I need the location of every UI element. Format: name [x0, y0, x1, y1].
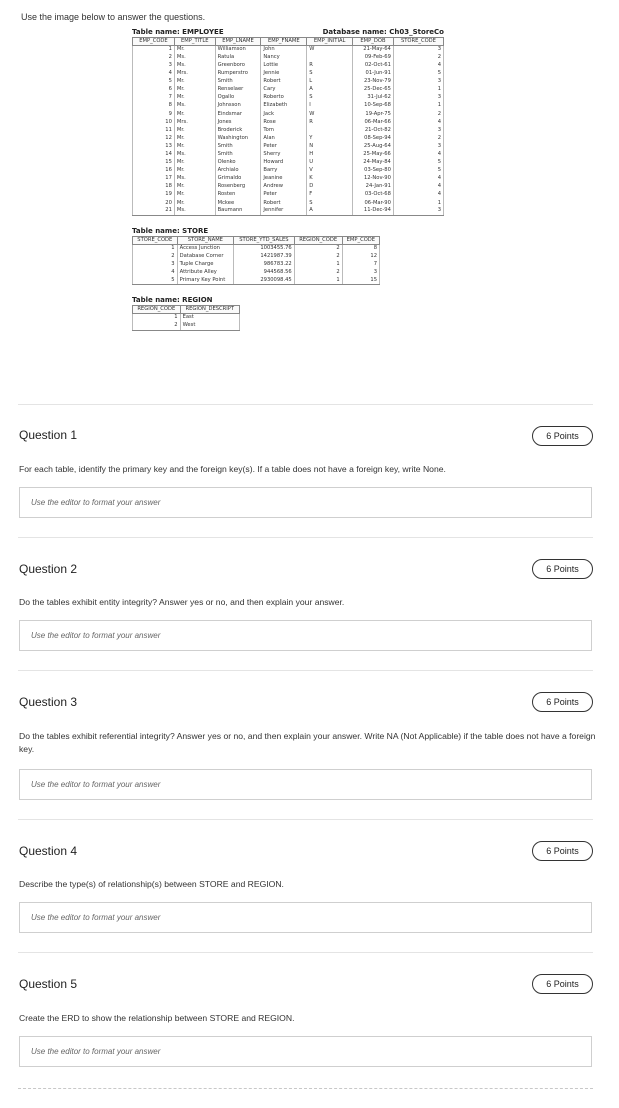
- table-cell: Nancy: [261, 54, 307, 62]
- table-cell: 12: [342, 253, 379, 261]
- table-cell: 944568.56: [234, 269, 295, 277]
- database-name: Database name: Ch03_StoreCo: [322, 28, 444, 36]
- table-row: [133, 314, 240, 322]
- table-cell: West: [180, 322, 239, 330]
- question-5-answer-field[interactable]: Use the editor to format your answer: [19, 1036, 592, 1067]
- question-1-title: Question 1: [19, 428, 78, 442]
- table-cell: Mr.: [174, 86, 215, 94]
- table-cell: 06-Mar-66: [353, 118, 394, 126]
- table-row: [133, 94, 444, 102]
- question-3-title: Question 3: [19, 695, 78, 709]
- table-cell: 4: [133, 70, 175, 78]
- table-cell: Robert: [261, 199, 307, 207]
- table-cell: 16: [133, 167, 175, 175]
- table-row: [133, 46, 444, 54]
- table-cell: 1421987.39: [234, 253, 295, 261]
- table-cell: 9: [133, 110, 175, 118]
- divider: [18, 819, 593, 820]
- table-cell: Eindsmar: [215, 110, 261, 118]
- question-2-text: Do the tables exhibit entity integrity? Answer yes or no, and then explain your answer.: [19, 597, 345, 607]
- table-cell: Olenko: [215, 159, 261, 167]
- table-cell: Rumperstro: [215, 70, 261, 78]
- table-cell: 12: [133, 135, 175, 143]
- table-cell: Jeanine: [261, 175, 307, 183]
- column-header: EMP_TITLE: [174, 38, 215, 46]
- column-header: EMP_INITIAL: [307, 38, 353, 46]
- table-cell: 21-May-64: [353, 46, 394, 54]
- table-row: [133, 207, 444, 215]
- table-cell: Mr.: [174, 46, 215, 54]
- table-cell: Smith: [215, 78, 261, 86]
- table-cell: 23-Nov-79: [353, 78, 394, 86]
- table-cell: Greenboro: [215, 62, 261, 70]
- table-cell: Y: [307, 135, 353, 143]
- table-cell: Jennifer: [261, 207, 307, 215]
- table-cell: Smith: [215, 143, 261, 151]
- table-row: [133, 269, 380, 277]
- table-cell: 5: [393, 159, 443, 167]
- table-row: [133, 102, 444, 110]
- table-cell: 2: [294, 244, 342, 252]
- table-cell: Howard: [261, 159, 307, 167]
- table-cell: 11-Dec-94: [353, 207, 394, 215]
- table-cell: 3: [133, 261, 178, 269]
- table-cell: W: [307, 110, 353, 118]
- table-cell: K: [307, 175, 353, 183]
- table-cell: 1: [133, 314, 181, 322]
- table-cell: 06-Mar-90: [353, 199, 394, 207]
- question-3-text: Do the tables exhibit referential integrity? Answer yes or no, and then explain your answer. Write NA (Not Applicable) if the table does not have a foreign key.: [19, 731, 596, 754]
- column-header: EMP_CODE: [133, 38, 175, 46]
- table-cell: 4: [133, 269, 178, 277]
- table-cell: 4: [393, 118, 443, 126]
- table-cell: Broderick: [215, 126, 261, 134]
- table-cell: 10-Sep-68: [353, 102, 394, 110]
- table-row: [133, 277, 380, 285]
- table-cell: Ms.: [174, 151, 215, 159]
- table-cell: Mr.: [174, 78, 215, 86]
- table-row: [133, 322, 240, 330]
- table-cell: 3: [393, 126, 443, 134]
- table-cell: Baumann: [215, 207, 261, 215]
- question-2-answer-field[interactable]: Use the editor to format your answer: [19, 620, 592, 651]
- table-cell: [307, 126, 353, 134]
- divider: [18, 537, 593, 538]
- table-cell: 2: [393, 135, 443, 143]
- table-cell: 01-Jun-91: [353, 70, 394, 78]
- table-cell: 1003455.76: [234, 244, 295, 252]
- question-3-points: 6 Points: [532, 692, 593, 712]
- table-cell: Ms.: [174, 54, 215, 62]
- table-cell: 09-Feb-69: [353, 54, 394, 62]
- column-header: REGION_CODE: [294, 236, 342, 244]
- table-cell: R: [307, 118, 353, 126]
- table-cell: 1: [393, 102, 443, 110]
- divider: [18, 404, 593, 405]
- table-cell: S: [307, 70, 353, 78]
- table-cell: Ms.: [174, 62, 215, 70]
- table-cell: Rosten: [215, 191, 261, 199]
- divider: [18, 670, 593, 671]
- table-cell: 5: [393, 167, 443, 175]
- table-cell: 6: [133, 86, 175, 94]
- table-cell: 11: [133, 126, 175, 134]
- table-row: [133, 244, 380, 252]
- table-cell: 24-Jan-91: [353, 183, 394, 191]
- table-cell: Mr.: [174, 135, 215, 143]
- table-cell: 4: [393, 175, 443, 183]
- table-cell: U: [307, 159, 353, 167]
- table-cell: Primary Key Point: [177, 277, 233, 285]
- table-cell: 24-May-84: [353, 159, 394, 167]
- question-1-answer-field[interactable]: Use the editor to format your answer: [19, 487, 592, 518]
- question-4-answer-field[interactable]: Use the editor to format your answer: [19, 902, 592, 933]
- table-cell: 1: [133, 244, 178, 252]
- table-cell: Smith: [215, 151, 261, 159]
- table-cell: Mrs.: [174, 118, 215, 126]
- table-cell: Ms.: [174, 175, 215, 183]
- table-cell: 10: [133, 118, 175, 126]
- question-4-text: Describe the type(s) of relationship(s) between STORE and REGION.: [19, 879, 284, 889]
- table-cell: S: [307, 94, 353, 102]
- table-cell: Barry: [261, 167, 307, 175]
- table-cell: 8: [133, 102, 175, 110]
- table-cell: Database Corner: [177, 253, 233, 261]
- question-4-points: 6 Points: [532, 841, 593, 861]
- table-row: [133, 126, 444, 134]
- table-cell: 3: [342, 269, 379, 277]
- table-cell: 08-Sep-94: [353, 135, 394, 143]
- table-cell: 2: [133, 253, 178, 261]
- table-row: [133, 167, 444, 175]
- store-table: [132, 236, 380, 285]
- table-cell: 02-Oct-61: [353, 62, 394, 70]
- question-2-points: 6 Points: [532, 559, 593, 579]
- table-cell: [307, 54, 353, 62]
- column-header: REGION_CODE: [133, 306, 181, 314]
- table-cell: D: [307, 183, 353, 191]
- table-cell: 2930098.45: [234, 277, 295, 285]
- table-cell: Mr.: [174, 183, 215, 191]
- table-row: [133, 159, 444, 167]
- table-cell: Peter: [261, 191, 307, 199]
- table-cell: Archialo: [215, 167, 261, 175]
- table-row: [133, 86, 444, 94]
- table-cell: Mrs.: [174, 70, 215, 78]
- table-cell: 19-Apr-75: [353, 110, 394, 118]
- table-cell: East: [180, 314, 239, 322]
- table-cell: Lottie: [261, 62, 307, 70]
- table-cell: Mr.: [174, 159, 215, 167]
- table-row: [133, 175, 444, 183]
- table-cell: 3: [393, 207, 443, 215]
- question-5-title: Question 5: [19, 977, 78, 991]
- table-row: [133, 199, 444, 207]
- table-cell: Ogallo: [215, 94, 261, 102]
- table-cell: 7: [342, 261, 379, 269]
- column-header: EMP_CODE: [342, 236, 379, 244]
- table-row: [133, 110, 444, 118]
- region-table-title: Table name: REGION: [132, 296, 213, 305]
- table-cell: 14: [133, 151, 175, 159]
- column-header: EMP_DOB: [353, 38, 394, 46]
- column-header: STORE_NAME: [177, 236, 233, 244]
- table-cell: Sherry: [261, 151, 307, 159]
- employee-table-title: Table name: EMPLOYEE: [132, 28, 224, 36]
- table-cell: 3: [393, 46, 443, 54]
- table-cell: Ms.: [174, 102, 215, 110]
- table-row: [133, 118, 444, 126]
- table-cell: 2: [294, 269, 342, 277]
- column-header: STORE_CODE: [133, 236, 178, 244]
- table-cell: Mr.: [174, 191, 215, 199]
- region-table: [132, 305, 240, 330]
- table-cell: S: [307, 199, 353, 207]
- table-cell: Jones: [215, 118, 261, 126]
- table-cell: 1: [393, 86, 443, 94]
- table-cell: 3: [393, 94, 443, 102]
- question-1-text: For each table, identify the primary key and the foreign key(s). If a table does not have a foreign key, write None.: [19, 464, 446, 474]
- table-row: [133, 143, 444, 151]
- table-cell: 18: [133, 183, 175, 191]
- employee-table: [132, 37, 444, 216]
- table-cell: Elizabeth: [261, 102, 307, 110]
- question-3-answer-field[interactable]: Use the editor to format your answer: [19, 769, 592, 800]
- table-cell: Roberto: [261, 94, 307, 102]
- question-2-title: Question 2: [19, 562, 78, 576]
- table-cell: 5: [133, 277, 178, 285]
- question-1-points: 6 Points: [532, 426, 593, 446]
- table-cell: 1: [133, 46, 175, 54]
- table-cell: Mr.: [174, 94, 215, 102]
- table-cell: A: [307, 207, 353, 215]
- table-row: [133, 135, 444, 143]
- table-cell: Rosenberg: [215, 183, 261, 191]
- table-row: [133, 54, 444, 62]
- table-row: [133, 151, 444, 159]
- table-cell: John: [261, 46, 307, 54]
- table-cell: 25-Dec-65: [353, 86, 394, 94]
- instructions-text: Use the image below to answer the questions.: [21, 12, 206, 22]
- table-cell: 21: [133, 207, 175, 215]
- table-cell: A: [307, 86, 353, 94]
- table-cell: F: [307, 191, 353, 199]
- table-cell: Mr.: [174, 167, 215, 175]
- table-cell: I: [307, 102, 353, 110]
- table-cell: 21-Oct-82: [353, 126, 394, 134]
- table-cell: Ms.: [174, 207, 215, 215]
- table-cell: 1: [294, 261, 342, 269]
- table-row: [133, 62, 444, 70]
- table-cell: Attribute Alley: [177, 269, 233, 277]
- table-cell: 13: [133, 143, 175, 151]
- table-cell: W: [307, 46, 353, 54]
- table-cell: 4: [393, 151, 443, 159]
- question-5-points: 6 Points: [532, 974, 593, 994]
- table-cell: 12-Nov-90: [353, 175, 394, 183]
- table-cell: Alan: [261, 135, 307, 143]
- page-end-divider: [18, 1088, 593, 1089]
- column-header: EMP_LNAME: [215, 38, 261, 46]
- table-cell: Williamson: [215, 46, 261, 54]
- column-header: REGION_DESCRIPT: [180, 306, 239, 314]
- column-header: EMP_FNAME: [261, 38, 307, 46]
- table-cell: 4: [393, 191, 443, 199]
- table-cell: 1: [393, 199, 443, 207]
- table-cell: N: [307, 143, 353, 151]
- table-cell: 3: [393, 143, 443, 151]
- table-cell: 4: [393, 183, 443, 191]
- table-row: [133, 70, 444, 78]
- question-5-text: Create the ERD to show the relationship between STORE and REGION.: [19, 1013, 295, 1023]
- table-cell: 19: [133, 191, 175, 199]
- table-cell: 25-Aug-64: [353, 143, 394, 151]
- column-header: STORE_CODE: [393, 38, 443, 46]
- employee-table-caption: [132, 27, 444, 37]
- column-header: STORE_YTD_SALES: [234, 236, 295, 244]
- table-cell: Mr.: [174, 126, 215, 134]
- table-cell: 2: [133, 322, 181, 330]
- table-cell: 15: [342, 277, 379, 285]
- table-cell: V: [307, 167, 353, 175]
- table-cell: 20: [133, 199, 175, 207]
- table-cell: Mr.: [174, 199, 215, 207]
- table-cell: Rose: [261, 118, 307, 126]
- database-image: [132, 27, 444, 331]
- table-cell: 17: [133, 175, 175, 183]
- table-cell: Tom: [261, 126, 307, 134]
- table-cell: Washington: [215, 135, 261, 143]
- table-cell: 2: [294, 253, 342, 261]
- table-cell: 15: [133, 159, 175, 167]
- table-cell: 7: [133, 94, 175, 102]
- question-4-title: Question 4: [19, 844, 78, 858]
- table-cell: 1: [294, 277, 342, 285]
- table-cell: 2: [133, 54, 175, 62]
- store-table-title: Table name: STORE: [132, 226, 209, 235]
- table-cell: L: [307, 78, 353, 86]
- table-cell: 5: [133, 78, 175, 86]
- table-cell: 03-Sep-80: [353, 167, 394, 175]
- table-cell: Access Junction: [177, 244, 233, 252]
- table-cell: 25-May-66: [353, 151, 394, 159]
- table-cell: 3: [133, 62, 175, 70]
- table-cell: 5: [393, 70, 443, 78]
- table-cell: 3: [393, 78, 443, 86]
- table-cell: R: [307, 62, 353, 70]
- table-row: [133, 261, 380, 269]
- table-cell: Andrew: [261, 183, 307, 191]
- table-cell: 31-Jul-62: [353, 94, 394, 102]
- table-cell: 03-Oct-68: [353, 191, 394, 199]
- table-cell: Renselaer: [215, 86, 261, 94]
- table-cell: Tuple Charge: [177, 261, 233, 269]
- divider: [18, 952, 593, 953]
- table-cell: 4: [393, 62, 443, 70]
- table-cell: Mr.: [174, 110, 215, 118]
- table-cell: H: [307, 151, 353, 159]
- table-row: [133, 183, 444, 191]
- table-cell: Johnsson: [215, 102, 261, 110]
- table-cell: Jack: [261, 110, 307, 118]
- table-cell: Robert: [261, 78, 307, 86]
- table-row: [133, 78, 444, 86]
- table-cell: Cary: [261, 86, 307, 94]
- table-cell: 2: [393, 110, 443, 118]
- table-cell: Jennie: [261, 70, 307, 78]
- table-cell: Mckee: [215, 199, 261, 207]
- table-cell: 2: [393, 54, 443, 62]
- table-row: [133, 191, 444, 199]
- table-row: [133, 253, 380, 261]
- table-cell: Grimaldo: [215, 175, 261, 183]
- table-cell: 986783.22: [234, 261, 295, 269]
- table-cell: Peter: [261, 143, 307, 151]
- table-cell: Ratula: [215, 54, 261, 62]
- table-cell: Mr.: [174, 143, 215, 151]
- table-cell: 8: [342, 244, 379, 252]
